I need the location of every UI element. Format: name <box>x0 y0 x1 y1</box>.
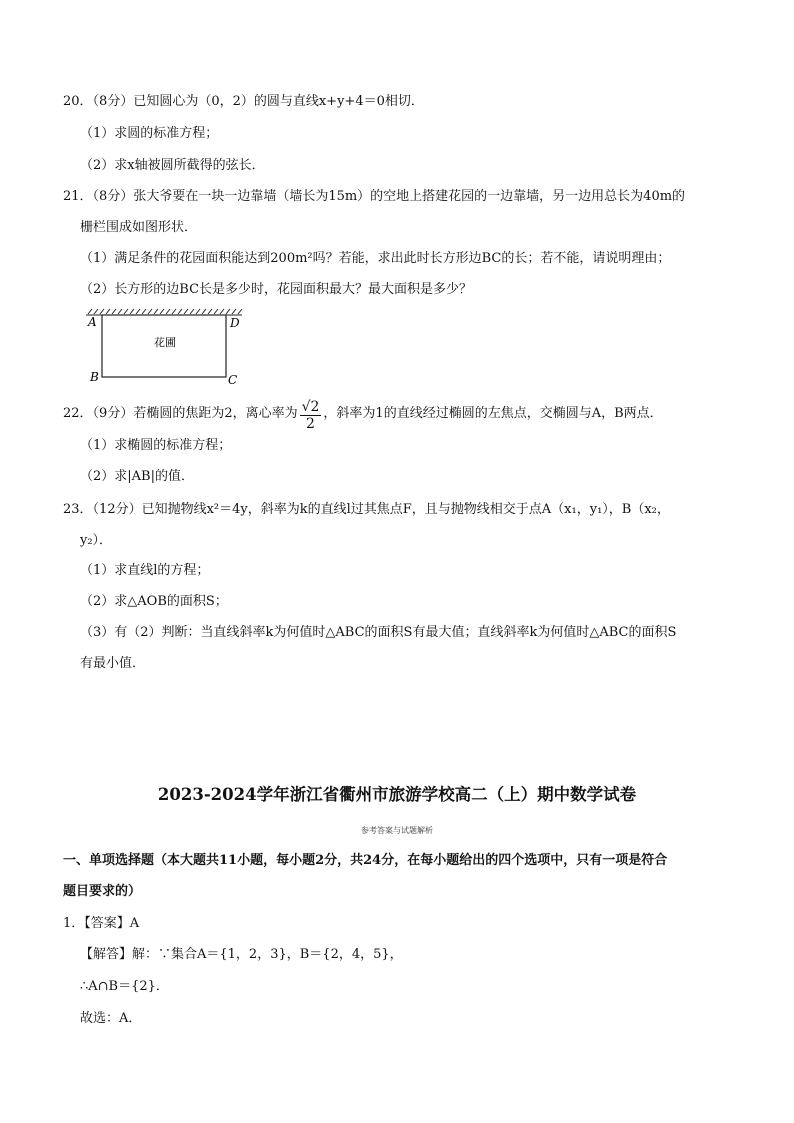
eccentricity-fraction <box>300 399 322 432</box>
hatch-mark <box>184 309 188 314</box>
hatch-mark <box>148 309 152 314</box>
hatch-mark <box>94 309 98 314</box>
hatch-mark <box>142 309 146 314</box>
hatch-mark <box>154 309 158 314</box>
hatch-mark <box>112 309 116 314</box>
q21-stem-line2: 栅栏围成如图形状． <box>80 220 198 235</box>
hatch-mark <box>238 309 242 314</box>
section-heading-line2: 题目要求的） <box>63 884 142 899</box>
answer-1-analysis: 【解答】解：∵集合A＝{1，2，3}，B＝{2，4，5}， <box>80 947 403 962</box>
q21-part1: （1）满足条件的花园面积能达到200m²吗？若能，求出此时长方形边BC的长；若不能，请说明理由； <box>80 251 671 266</box>
fraction-numerator: √2 <box>301 399 320 415</box>
hatch-mark <box>136 309 140 314</box>
hatch-mark <box>178 309 182 314</box>
hatch-mark <box>124 309 128 314</box>
q22-stem <box>63 397 663 430</box>
q23-stem-line2: y₂）． <box>80 533 113 548</box>
q22-part2: （2）求|AB|的值． <box>80 469 194 484</box>
q23-part3-line2: 有最小值． <box>80 656 146 671</box>
answer-1-label: 1．【答案】A <box>63 916 140 931</box>
answer-1-result: ∴A∩B＝{2}． <box>80 979 169 994</box>
q23-part2: （2）求△AOB的面积S； <box>80 594 228 609</box>
hatch-mark <box>220 309 224 314</box>
garden-label: 花圃 <box>154 336 176 349</box>
hatch-mark <box>208 309 212 314</box>
hatch-mark <box>100 309 104 314</box>
answer-title: 2023-2024学年浙江省衢州市旅游学校高二（上）期中数学试卷 <box>157 785 637 804</box>
label-a: A <box>88 315 97 329</box>
q20-part1: （1）求圆的标准方程； <box>80 126 219 141</box>
q21-part2: （2）长方形的边BC长是多少时，花园面积最大？最大面积是多少？ <box>80 282 473 297</box>
hatch-mark <box>118 309 122 314</box>
q23-part1: （1）求直线l的方程； <box>80 563 210 578</box>
hatch-mark <box>172 309 176 314</box>
hatch-mark <box>166 309 170 314</box>
hatch-mark <box>130 309 134 314</box>
label-d: D <box>230 316 240 330</box>
q20-stem: 20．（8分）已知圆心为（0，2）的圆与直线x+y+4＝0相切． <box>63 94 424 109</box>
hatch-mark <box>226 309 230 314</box>
hatch-mark <box>202 309 206 314</box>
answer-1-choice: 故选：A． <box>80 1011 142 1026</box>
hatch-mark <box>106 309 110 314</box>
wall-hatching <box>86 309 242 315</box>
label-c: C <box>228 373 238 386</box>
hatch-mark <box>190 309 194 314</box>
q23-part3-line1: （3）有（2）判断：当直线斜率k为何值时△ABC的面积S有最大值；直线斜率k为何值时△ABC的面积S <box>80 625 677 640</box>
answer-subtitle: 参考答案与试题解析 <box>361 826 433 835</box>
q20-part2: （2）求x轴被圆所截得的弦长． <box>80 158 265 173</box>
hatch-mark <box>232 309 236 314</box>
label-b: B <box>90 370 99 384</box>
q23-stem-line1: 23．（12分）已知抛物线x²＝4y，斜率为k的直线l过其焦点F，且与抛物线相交于点A（x₁，y₁），B（x₂， <box>63 502 670 517</box>
hatch-mark <box>214 309 218 314</box>
garden-figure <box>84 306 254 386</box>
hatch-mark <box>88 309 92 314</box>
q22-stem-post: ，斜率为1的直线经过椭圆的左焦点，交椭圆与A，B两点． <box>323 406 663 421</box>
section-heading-line1: 一、单项选择题（本大题共11小题，每小题2分，共24分，在每小题给出的四个选项中，只有一项是符合 <box>63 853 668 868</box>
hatch-mark <box>160 309 164 314</box>
q22-stem-pre: 22．（9分）若椭圆的焦距为2，离心率为 <box>63 406 298 421</box>
hatch-mark <box>196 309 200 314</box>
fraction-denominator: 2 <box>306 416 315 432</box>
q21-stem-line1: 21．（8分）张大爷要在一块一边靠墙（墙长为15m）的空地上搭建花园的一边靠墙，另一边用总长为40m的 <box>63 189 686 204</box>
q22-part1: （1）求椭圆的标准方程； <box>80 438 232 453</box>
